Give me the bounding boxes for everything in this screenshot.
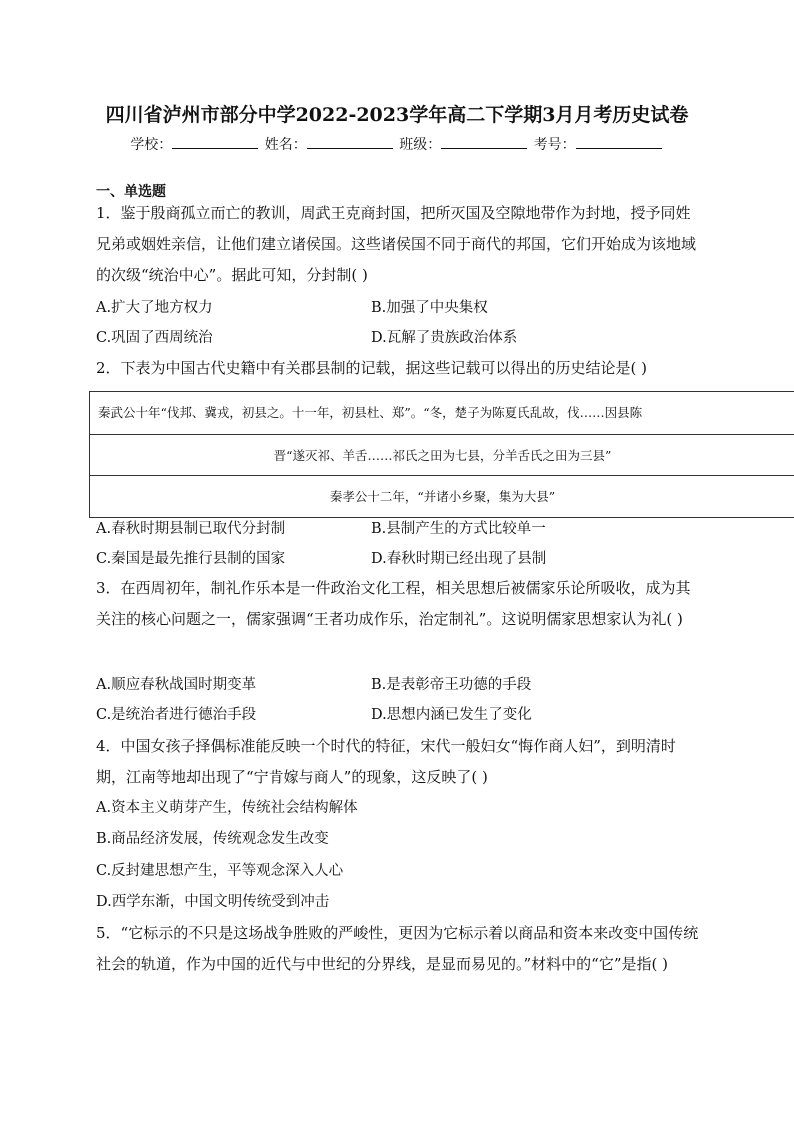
school-label: 学校： — [130, 137, 173, 153]
question-3-option-d[interactable]: D.思想内涵已发生了变化 — [371, 707, 532, 723]
question-4-option-a[interactable]: A.资本主义萌芽产生，传统社会结构解体 — [96, 800, 358, 816]
class-blank[interactable] — [441, 136, 527, 149]
question-2-stem: 2．下表为中国古代史籍中有关郡县制的记载，据这些记载可以得出的历史结论是( ) — [96, 359, 648, 377]
question-3-option-b[interactable]: B.是表彰帝王功德的手段 — [371, 677, 532, 693]
section-heading: 一、单选题 — [96, 184, 166, 200]
table-row — [90, 392, 794, 433]
question-2-option-a[interactable]: A.春秋时期县制已取代分封制 — [96, 521, 286, 537]
question-3-stem: 3．在西周初年，制礼作乐本是一件政治文化工程，相关思想后被儒家乐论所吸收，成为其关注的核心问题之一，儒家强调“王者功成作乐，治定制礼”。这说明儒家思想家认为礼( ) — [96, 579, 691, 628]
question-4-option-b[interactable]: B.商品经济发展，传统观念发生改变 — [96, 831, 329, 847]
table-cell: 秦孝公十二年，“并诸小乡聚，集为大县” — [329, 489, 556, 504]
name-blank[interactable] — [307, 136, 393, 149]
number-label: 考号： — [533, 137, 576, 153]
school-blank[interactable] — [172, 136, 258, 149]
table-cell: 秦武公十年“伐邦、冀戎，初县之。十一年，初县杜、郑”。“冬，楚子为陈夏氏乱故，伐……因县陈 — [98, 405, 643, 420]
question-1-option-d[interactable]: D.瓦解了贵族政治体系 — [371, 330, 518, 346]
question-4-stem: 4．中国女孩子择偶标准能反映一个时代的特征，宋代一般妇女“悔作商人妇”，到明清时期，江南等地却出现了“宁肯嫁与商人”的现象，这反映了( ) — [96, 737, 676, 786]
question-1-option-a[interactable]: A.扩大了地方权力 — [96, 300, 213, 316]
class-label: 班级： — [399, 137, 442, 153]
student-info-line — [0, 134, 794, 154]
number-blank[interactable] — [576, 136, 662, 149]
question-2-option-c[interactable]: C.秦国是最先推行县制的国家 — [96, 551, 286, 567]
question-4-option-d[interactable]: D.西学东渐，中国文明传统受到冲击 — [96, 894, 330, 910]
question-2-table — [89, 391, 794, 518]
question-1-stem: 1．鉴于殷商孤立而亡的教训，周武王克商封国，把所灭国及空隙地带作为封地，授予同姓兄弟或姻姓亲信，让他们建立诸侯国。这些诸侯国不同于商代的邦国，它们开始成为该地域的次级“统治中心”。据此可知，分封制( ) — [96, 204, 697, 284]
table-row — [90, 475, 794, 517]
question-2-option-d[interactable]: D.春秋时期已经出现了县制 — [371, 551, 547, 567]
question-4-option-c[interactable]: C.反封建思想产生，平等观念深入人心 — [96, 863, 344, 879]
question-3-option-a[interactable]: A.顺应春秋战国时期变革 — [96, 677, 257, 693]
question-1-option-b[interactable]: B.加强了中央集权 — [371, 300, 488, 316]
table-cell: 晋“遂灭祁、羊舌……祁氏之田为七县，分羊舌氏之田为三县” — [273, 448, 612, 463]
question-5-stem: 5．“它标示的不只是这场战争胜败的严峻性，更因为它标示着以商品和资本来改变中国传统社会的轨道，作为中国的近代与中世纪的分界线，是显而易见的。”材料中的“它”是指( ) — [96, 924, 699, 973]
question-3-option-c[interactable]: C.是统治者进行德治手段 — [96, 707, 257, 723]
table-row — [90, 434, 794, 476]
question-2-option-b[interactable]: B.县制产生的方式比较单一 — [371, 521, 546, 537]
question-1-option-c[interactable]: C.巩固了西周统治 — [96, 330, 213, 346]
name-label: 姓名： — [264, 137, 307, 153]
exam-title: 四川省泸州市部分中学2022-2023学年高二下学期3月月考历史试卷 — [105, 104, 689, 126]
